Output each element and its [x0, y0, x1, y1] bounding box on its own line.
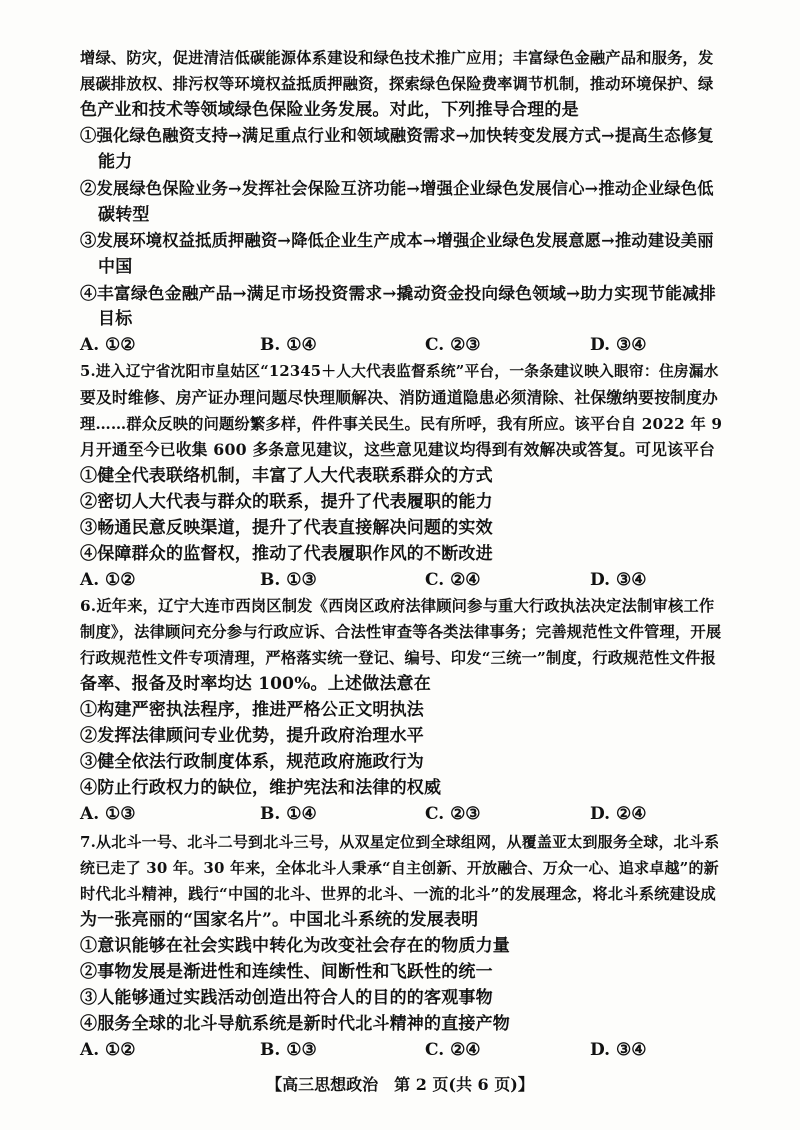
q4-option-1-cont: 能力: [98, 152, 133, 172]
q4-option-1: ①强化绿色融资支持→满足重点行业和领域融资需求→加快转变发展方式→提高生态修复: [80, 126, 714, 145]
q5-option-3: ③畅通民意反映渠道，提升了代表直接解决问题的实效: [80, 518, 493, 538]
q6-choice-a: A. ①③: [80, 804, 136, 824]
q5-stem-line-3: 理……群众反映的问题纷繁多样，件件事关民生。民有所呼，我有所应。该平台自 2022 年 9: [80, 415, 723, 433]
q4-option-4: ④丰富绿色金融产品→满足市场投资需求→撬动资金投向绿色领域→助力实现节能减排: [80, 283, 716, 303]
q7-stem-line-4: 为一张亮丽的“国家名片”。中国北斗系统的发展表明: [80, 910, 479, 930]
q6-stem-line-3: 行政规范性文件专项清理，严格落实统一登记、编号、印发“三统一”制度，行政规范性文件报: [80, 649, 716, 667]
q5-stem-line-4: 月开通至今已收集 600 多条意见建议，这些意见建议均得到有效解决或答复。可见该平台: [80, 440, 715, 459]
q7-choice-c: C. ②④: [425, 1040, 481, 1060]
q4-option-3: ③发展环境权益抵质押融资→降低企业生产成本→增强企业绿色发展意愿→推动建设美丽: [80, 231, 714, 250]
q6-choice-c: C. ②③: [425, 804, 481, 824]
q4-stem-line-1: 增绿、防灾，促进清洁低碳能源体系建设和绿色技术推广应用；丰富绿色金融产品和服务，发: [80, 49, 714, 67]
page-footer: 【高三思想政治 第 2 页(共 6 页)】: [266, 1075, 534, 1094]
q7-choices: [80, 1038, 720, 1062]
q4-choice-a: A. ①②: [80, 335, 136, 355]
q7-stem-line-2: 统已走了 30 年。30 年来，全体北斗人秉承“自主创新、开放融合、万众一心、追求卓越”的新: [80, 859, 719, 877]
q7-choice-d: D. ③④: [590, 1040, 647, 1060]
q5-option-4: ④保障群众的监督权，推动了代表履职作风的不断改进: [80, 544, 493, 564]
q6-stem-line-4: 备率、报备及时率均达 100%。上述做法意在: [80, 674, 431, 694]
q6-stem-line-2: 制度》，法律顾问充分参与行政应诉、合法性审查等各类法律事务；完善规范性文件管理，开展: [80, 623, 722, 641]
q7-stem-line-1: 7.从北斗一号、北斗二号到北斗三号，从双星定位到全球组网，从覆盖亚太到服务全球，北斗系: [80, 833, 720, 851]
q4-choices: [80, 333, 720, 357]
q5-choice-a: A. ①②: [80, 570, 136, 590]
q7-option-4: ④服务全球的北斗导航系统是新时代北斗精神的直接产物: [80, 1014, 510, 1034]
q5-stem-line-2: 要及时维修、房产证办理问题尽快理顺解决、消防通道隐患必须清除、社保缴纳要按制度办: [80, 388, 718, 407]
q6-option-1: ①构建严密执法程序，推进严格公正文明执法: [80, 700, 424, 720]
q6-choice-d: D. ②④: [590, 804, 647, 824]
q6-choices: [80, 802, 720, 826]
q4-choice-d: D. ③④: [590, 335, 647, 355]
q6-option-4: ④防止行政权力的缺位，维护宪法和法律的权威: [80, 778, 442, 798]
q4-choice-c: C. ②③: [425, 335, 481, 355]
q4-option-3-cont: 中国: [98, 257, 133, 277]
q5-option-1: ①健全代表联络机制，丰富了人大代表联系群众的方式: [80, 466, 493, 486]
q7-choice-a: A. ①②: [80, 1040, 136, 1060]
q6-stem-line-1: 6.近年来，辽宁大连市西岗区制发《西岗区政府法律顾问参与重大行政执法决定法制审核工作: [80, 597, 715, 615]
q4-stem-line-3: 色产业和技术等领域绿色保险业务发展。对此，下列推导合理的是: [80, 100, 579, 120]
q5-choice-c: C. ②④: [425, 570, 481, 590]
q5-option-2: ②密切人大代表与群众的联系，提升了代表履职的能力: [80, 492, 493, 512]
q5-choice-d: D. ③④: [590, 570, 647, 590]
q7-choice-b: B. ①③: [260, 1040, 317, 1060]
q7-option-3: ③人能够通过实践活动创造出符合人的目的的客观事物: [80, 988, 493, 1008]
q5-stem-line-1: 5.进入辽宁省沈阳市皇姑区“12345＋人大代表监督系统”平台，一条条建议映入眼帘：住房漏水: [80, 363, 719, 380]
q4-choice-b: B. ①④: [260, 335, 317, 355]
q5-choices: [80, 568, 720, 592]
q5-choice-b: B. ①③: [260, 570, 317, 590]
q6-option-3: ③健全依法行政制度体系，规范政府施政行为: [80, 752, 424, 772]
q7-stem-line-3: 时代北斗精神，践行“中国的北斗、世界的北斗、一流的北斗”的发展理念，将北斗系统建设成: [80, 885, 716, 903]
q4-option-2-cont: 碳转型: [98, 205, 150, 225]
q6-option-2: ②发挥法律顾问专业优势，提升政府治理水平: [80, 726, 424, 746]
q4-option-4-cont: 目标: [98, 309, 133, 329]
q7-option-2: ②事物发展是渐进性和连续性、间断性和飞跃性的统一: [80, 962, 493, 982]
q4-option-2: ②发展绿色保险业务→发挥社会保险互济功能→增强企业绿色发展信心→推动企业绿色低: [80, 179, 714, 198]
q4-stem-line-2: 展碳排放权、排污权等环境权益抵质押融资，探索绿色保险费率调节机制，推动环境保护、绿: [80, 75, 714, 93]
q7-option-1: ①意识能够在社会实践中转化为改变社会存在的物质力量: [80, 936, 510, 956]
q6-choice-b: B. ①④: [260, 804, 317, 824]
